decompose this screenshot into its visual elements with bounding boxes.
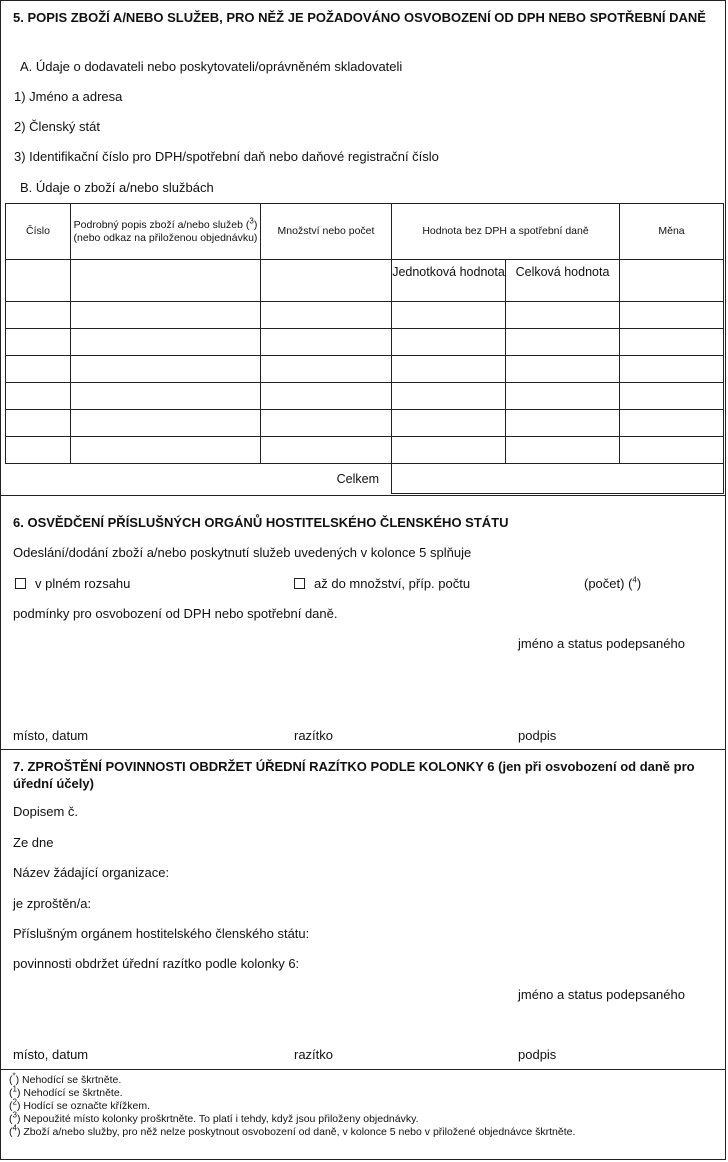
section6-title: 6. OSVĚDČENÍ PŘÍSLUŠNÝCH ORGÁNŮ HOSTITELSKÉHO ČLENSKÉHO STÁTU	[13, 515, 509, 530]
table-cell[interactable]	[620, 260, 724, 302]
total-label: Celkem	[6, 464, 392, 494]
section5-part-b: B. Údaje o zboží a/nebo službách	[20, 180, 214, 195]
table-row	[6, 356, 724, 383]
table-cell[interactable]	[392, 356, 506, 383]
section7-authority: Příslušným orgánem hostitelského členského státu:	[13, 926, 310, 941]
table-cell[interactable]	[261, 302, 392, 329]
table-cell[interactable]	[6, 260, 71, 302]
table-cell[interactable]	[261, 260, 392, 302]
footnote: ($^4$) Zboží a/nebo služby, pro něž nelze poskytnout osvobození od daně, v kolonce 5 nebo v přiložené objednávce škrtněte.	[9, 1123, 576, 1138]
section6-stamp: razítko	[294, 728, 334, 743]
section6-statement: Odeslání/dodání zboží a/nebo poskytnutí služeb uvedených v kolonce 5 splňuje	[13, 545, 472, 560]
table-cell[interactable]	[506, 302, 620, 329]
table-total-row	[6, 464, 724, 494]
table-cell[interactable]	[6, 437, 71, 464]
table-cell[interactable]	[261, 410, 392, 437]
table-cell[interactable]	[620, 302, 724, 329]
col-header-quantity: Množství nebo počet	[261, 204, 392, 260]
section6-place-date: místo, datum	[13, 728, 89, 743]
col-subheader-total-value: Celková hodnota	[506, 260, 620, 302]
table-cell[interactable]	[506, 437, 620, 464]
table-cell[interactable]	[261, 383, 392, 410]
section5-item-1: 1) Jméno a adresa	[14, 89, 123, 104]
table-cell[interactable]	[6, 302, 71, 329]
table-cell[interactable]	[506, 383, 620, 410]
table-cell[interactable]	[392, 383, 506, 410]
table-cell[interactable]	[71, 437, 261, 464]
section-divider	[1, 749, 725, 750]
goods-table	[5, 203, 724, 494]
footnote: ($^3$) Nepoužité místo kolonky proškrtněte. To platí i tehdy, když jsou přiloženy objednávky.	[9, 1110, 419, 1125]
col-header-currency: Měna	[620, 204, 724, 260]
table-cell[interactable]	[71, 260, 261, 302]
table-cell[interactable]	[392, 410, 506, 437]
section7-signature: podpis	[518, 1047, 557, 1062]
section7-stamp: razítko	[294, 1047, 334, 1062]
section-divider	[1, 1069, 725, 1070]
section5-item-2: 2) Členský stát	[14, 119, 100, 134]
table-row	[6, 383, 724, 410]
section6-signature: podpis	[518, 728, 557, 743]
section7-title: 7. ZPROŠTĚNÍ POVINNOSTI OBDRŽET ÚŘEDNÍ RAZÍTKO PODLE KOLONKY 6 (jen při osvobození od daně pro úřední účely)	[13, 759, 695, 791]
checkbox-full[interactable]	[15, 578, 26, 589]
col-header-description: Podrobný popis zboží a/nebo služeb ($^3$) (nebo odkaz na přiloženou objednávku)	[71, 204, 261, 260]
col-subheader-unit-value: Jednotková hodnota	[392, 260, 506, 302]
col-header-number: Číslo	[6, 204, 71, 260]
section6-signer: jméno a status podepsaného	[518, 636, 685, 651]
section-divider	[1, 495, 725, 496]
footnote: (*) Nehodící se škrtněte.	[9, 1071, 122, 1086]
section7-exempted: je zproštěn/a:	[13, 896, 92, 911]
table-cell[interactable]	[71, 329, 261, 356]
table-cell[interactable]	[6, 383, 71, 410]
table-cell[interactable]	[261, 329, 392, 356]
section6-conditions: podmínky pro osvobození od DPH nebo spotřební daně.	[13, 606, 338, 621]
checkbox-partial[interactable]	[294, 578, 305, 589]
table-cell[interactable]	[6, 356, 71, 383]
table-cell[interactable]	[620, 329, 724, 356]
option-partial-label: až do množství, příp. počtu	[314, 576, 471, 591]
table-cell[interactable]	[261, 356, 392, 383]
table-cell[interactable]	[71, 356, 261, 383]
section7-signer: jméno a status podepsaného	[518, 987, 685, 1002]
table-row	[6, 437, 724, 464]
section7-place-date: místo, datum	[13, 1047, 89, 1062]
table-cell[interactable]	[6, 410, 71, 437]
table-cell[interactable]	[71, 302, 261, 329]
table-cell[interactable]	[71, 410, 261, 437]
section5-part-a: A. Údaje o dodavateli nebo poskytovateli/oprávněném skladovateli	[20, 59, 403, 74]
section7-duty: povinnosti obdržet úřední razítko podle kolonky 6:	[13, 956, 300, 971]
count-label: (počet) ($^4$)	[584, 575, 642, 591]
table-cell[interactable]	[620, 410, 724, 437]
section7-letter-no: Dopisem č.	[13, 804, 79, 819]
table-cell[interactable]	[392, 302, 506, 329]
option-partial[interactable]	[294, 576, 470, 591]
table-cell[interactable]	[261, 437, 392, 464]
table-cell[interactable]	[6, 329, 71, 356]
table-cell[interactable]	[71, 383, 261, 410]
table-cell[interactable]	[620, 356, 724, 383]
table-cell[interactable]	[506, 356, 620, 383]
footnote: ($^1$) Nehodící se škrtněte.	[9, 1084, 123, 1099]
table-cell[interactable]	[392, 437, 506, 464]
footnote: ($^2$) Hodící se označte křížkem.	[9, 1097, 151, 1112]
table-row	[6, 329, 724, 356]
table-row	[6, 410, 724, 437]
table-cell[interactable]	[506, 410, 620, 437]
section7-org-name: Název žádající organizace:	[13, 865, 170, 880]
section5-title: 5. POPIS ZBOŽÍ A/NEBO SLUŽEB, PRO NĚŽ JE POŽADOVÁNO OSVOBOZENÍ OD DPH NEBO SPOTŘEBNÍ DANĚ	[13, 10, 706, 25]
table-cell[interactable]	[392, 329, 506, 356]
table-cell[interactable]	[506, 329, 620, 356]
col-header-value: Hodnota bez DPH a spotřební daně	[392, 204, 620, 260]
table-row	[6, 302, 724, 329]
option-full[interactable]	[15, 576, 130, 591]
total-value-cell[interactable]	[392, 464, 724, 494]
section5-item-3: 3) Identifikační číslo pro DPH/spotřební daň nebo daňové registrační číslo	[14, 149, 439, 164]
option-full-label: v plném rozsahu	[35, 576, 131, 591]
table-cell[interactable]	[620, 437, 724, 464]
section7-from-date: Ze dne	[13, 835, 54, 850]
table-cell[interactable]	[620, 383, 724, 410]
